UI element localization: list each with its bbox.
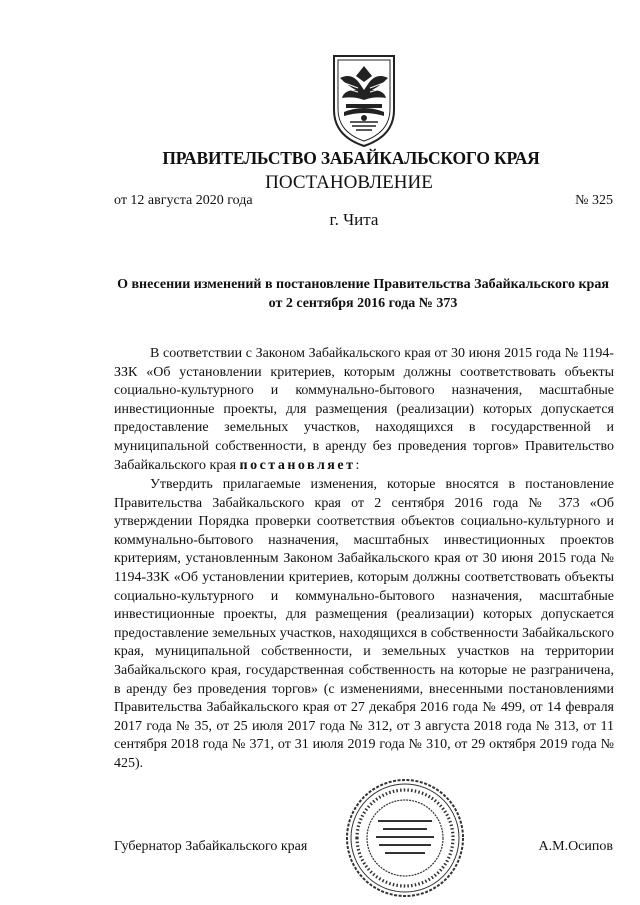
resolution-text: Утвердить прилагаемые изменения, которые вносятся в постановление Правительства Забайкальского края от 2 сентября 2016 года № 373 «Об утверждении Порядка проверки соответствия объектов социально-культурного и коммунально-бытового назначения, масштабных инвестиционных проектов критериям, установленным Законом Забайкальского края от 30 июня 2015 года № 1194-ЗЗК «Об установлении критериев, которым должны соответствовать объекты социально-культурного и коммунально-бытового назначения, масштабные инвестиционные проекты, для размещения (реализации) которых допускается предоставление земельных участков, находящихся в собственности Забайкальского края, муниципальной собственности, и земельных участков на территории Забайкальского края, государственная собственность на которые не разграничена, в аренду без проведения торгов» (с изменениями, внесенными постановлениями Правительства Забайкальского края от 27 декабря 2016 года № 499, от 14 февраля 2017 года № 35, от 25 июля 2017 года № 312, от 3 августа 2018 года № 313, от 11 сентября 2018 года № 371, от 31 июля 2019 года № 310, от 29 октября 2019 года № 425).	[114, 477, 614, 771]
government-name: ПРАВИТЕЛЬСТВО ЗАБАЙКАЛЬСКОГО КРАЯ	[162, 148, 540, 168]
paragraph-resolution	[114, 476, 614, 774]
document-subject: О внесении изменений в постановление Правительства Забайкальского края от 2 сентября 2016 года № 373	[117, 277, 609, 311]
seal-stamp-icon	[343, 776, 467, 900]
resolves-keyword: постановляет	[239, 457, 356, 473]
document-date: от 12 августа 2020 года	[114, 193, 253, 208]
paragraph-preamble	[114, 345, 614, 475]
signer-name: А.М.Осипов	[538, 839, 613, 854]
coat-of-arms-icon	[328, 52, 400, 148]
preamble-end: :	[355, 457, 360, 473]
document-type: ПОСТАНОВЛЕНИЕ	[265, 172, 433, 193]
signer-title: Губернатор Забайкальского края	[114, 839, 308, 854]
preamble-text: В соответствии с Законом Забайкальского края от 30 июня 2015 года № 1194-ЗЗК «Об установлении критериев, которым должны соответствовать объекты социально-культурного и коммунально-бытового назначения, масштабные инвестиционные проекты, для размещения (реализации) которых допускается предоставление земельных участков, находящихся в государственной и муниципальной собственности, в аренду без проведения торгов» Правительство Забайкальского края	[114, 346, 614, 473]
document-city: г. Чита	[329, 210, 379, 229]
document-number: № 325	[575, 193, 613, 208]
